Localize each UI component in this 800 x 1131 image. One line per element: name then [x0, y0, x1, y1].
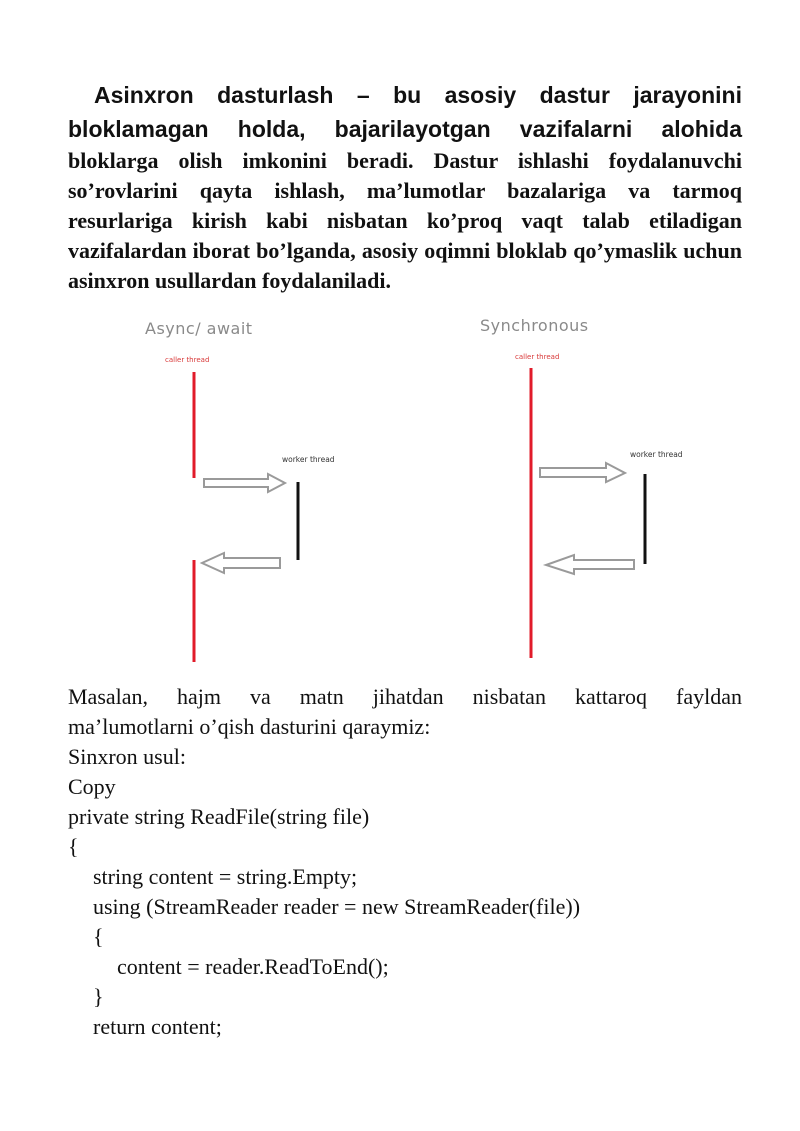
code-line: {	[68, 834, 79, 859]
async-vs-sync-diagram	[140, 310, 720, 670]
async-worker-thread-label: worker thread	[282, 455, 335, 464]
example-section	[68, 682, 742, 1042]
sync-method-label: Sinxron usul:	[68, 744, 186, 769]
code-line: content = reader.ReadToEnd();	[117, 954, 389, 979]
async-arrow-left	[202, 553, 280, 573]
copy-label: Copy	[68, 774, 116, 799]
sync-caller-thread-label: caller thread	[515, 353, 560, 361]
async-caller-thread-label: caller thread	[165, 356, 210, 364]
async-arrow-right	[204, 474, 285, 492]
sync-worker-thread-label: worker thread	[630, 450, 683, 459]
intro-line-2: bloklamagan holda, bajarilayotgan vazifalarni alohida	[68, 116, 742, 142]
async-diagram-title: Async/ await	[145, 319, 253, 338]
example-intro-line-1: Masalan, hajm va matn jihatdan nisbatan kattaroq fayldan	[68, 684, 742, 709]
intro-line-1: Asinxron dasturlash – bu asosiy dastur jarayonini	[94, 82, 742, 108]
code-line: {	[93, 924, 104, 949]
code-line: private string ReadFile(string file)	[68, 804, 370, 829]
code-line: using (StreamReader reader = new StreamReader(file))	[93, 894, 581, 919]
sync-arrow-left	[546, 555, 634, 574]
diagram-graphic	[140, 310, 720, 670]
intro-rest: bloklarga olish imkonini beradi. Dastur ishlashi foydalanuvchi so’rovlarini qayta ishlash, ma’lumotlar bazalariga va tarmoq resurlariga kirish kabi nisbatan ko’proq vaqt talab etiladigan vazifalardan iborat bo’lganda, asosiy oqimni bloklab qo’ymaslik uchun asinxron usullardan foydalaniladi.	[68, 148, 742, 293]
intro-paragraph	[68, 78, 742, 296]
code-line: }	[93, 984, 104, 1009]
sync-diagram-title: Synchronous	[480, 316, 589, 335]
example-intro-line-2: ma’lumotlarni o’qish dasturini qaraymiz:	[68, 714, 431, 739]
sync-arrow-right	[540, 463, 625, 482]
code-line: return content;	[93, 1014, 222, 1039]
code-line: string content = string.Empty;	[93, 864, 358, 889]
